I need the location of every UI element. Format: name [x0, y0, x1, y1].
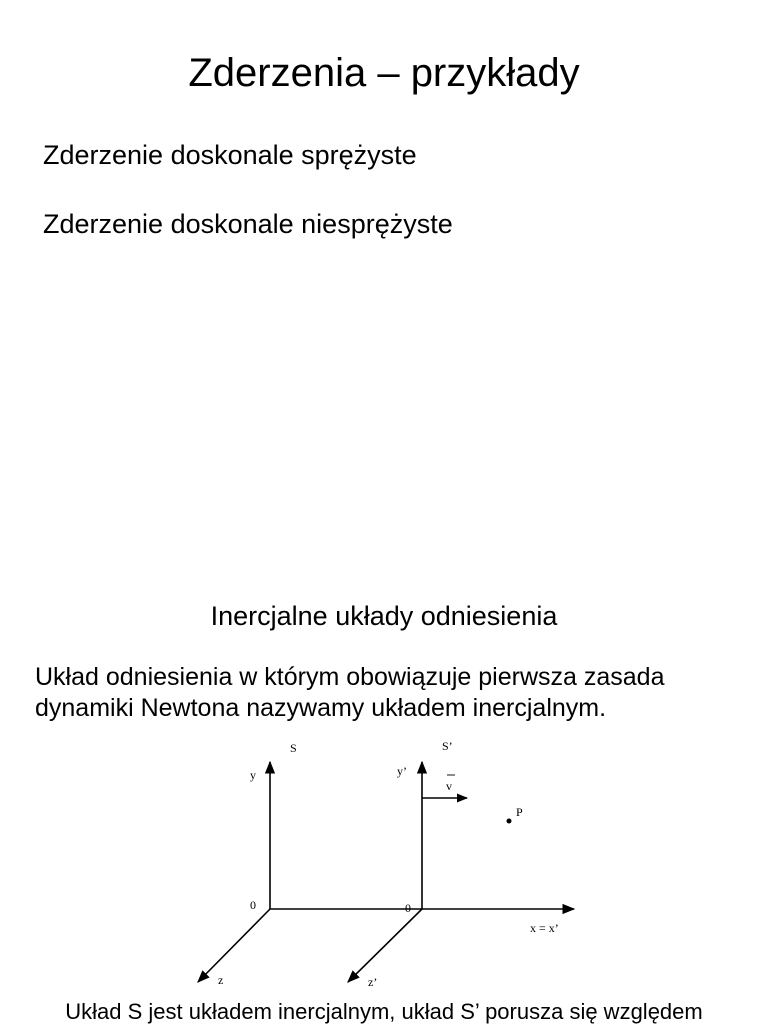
y-axis-label: y [250, 768, 256, 782]
inelastic-collision-item: Zderzenie doskonale niesprężyste [43, 209, 453, 239]
point-p-dot [507, 819, 512, 824]
x-axis-label: x = x’ [530, 921, 559, 935]
y-prime-axis-label: y’ [397, 764, 407, 778]
paragraph-line: dynamiki Newtona nazywamy układem inercjalnym. [35, 694, 607, 722]
origin-s-label: 0 [250, 898, 256, 912]
frame-s-prime-label: S’ [442, 739, 453, 753]
origin-s-prime-label: 0 [405, 901, 411, 915]
z-axis-label: z [218, 973, 224, 987]
slide-collisions [0, 0, 768, 512]
reference-frames-diagram [180, 732, 600, 997]
paragraph-line: Układ odniesienia w którym obowiązuje pierwsza zasada [35, 663, 665, 691]
point-p-label: P [516, 805, 523, 819]
elastic-collision-item: Zderzenie doskonale sprężyste [43, 140, 417, 170]
slide-title: Inercjalne układy odniesienia [210, 601, 558, 631]
s-z-axis [198, 909, 270, 982]
slide-inertial-frames [0, 512, 768, 1024]
frame-s-label: S [290, 741, 297, 755]
velocity-label: v [446, 779, 452, 793]
caption-text: Układ S jest układem inercjalnym, układ S’ porusza się względem [65, 999, 703, 1024]
definition-paragraph [35, 662, 755, 724]
slide-title: Zderzenia – przykłady [188, 51, 580, 95]
s-prime-z-axis [348, 909, 422, 982]
z-prime-axis-label: z’ [368, 975, 378, 989]
